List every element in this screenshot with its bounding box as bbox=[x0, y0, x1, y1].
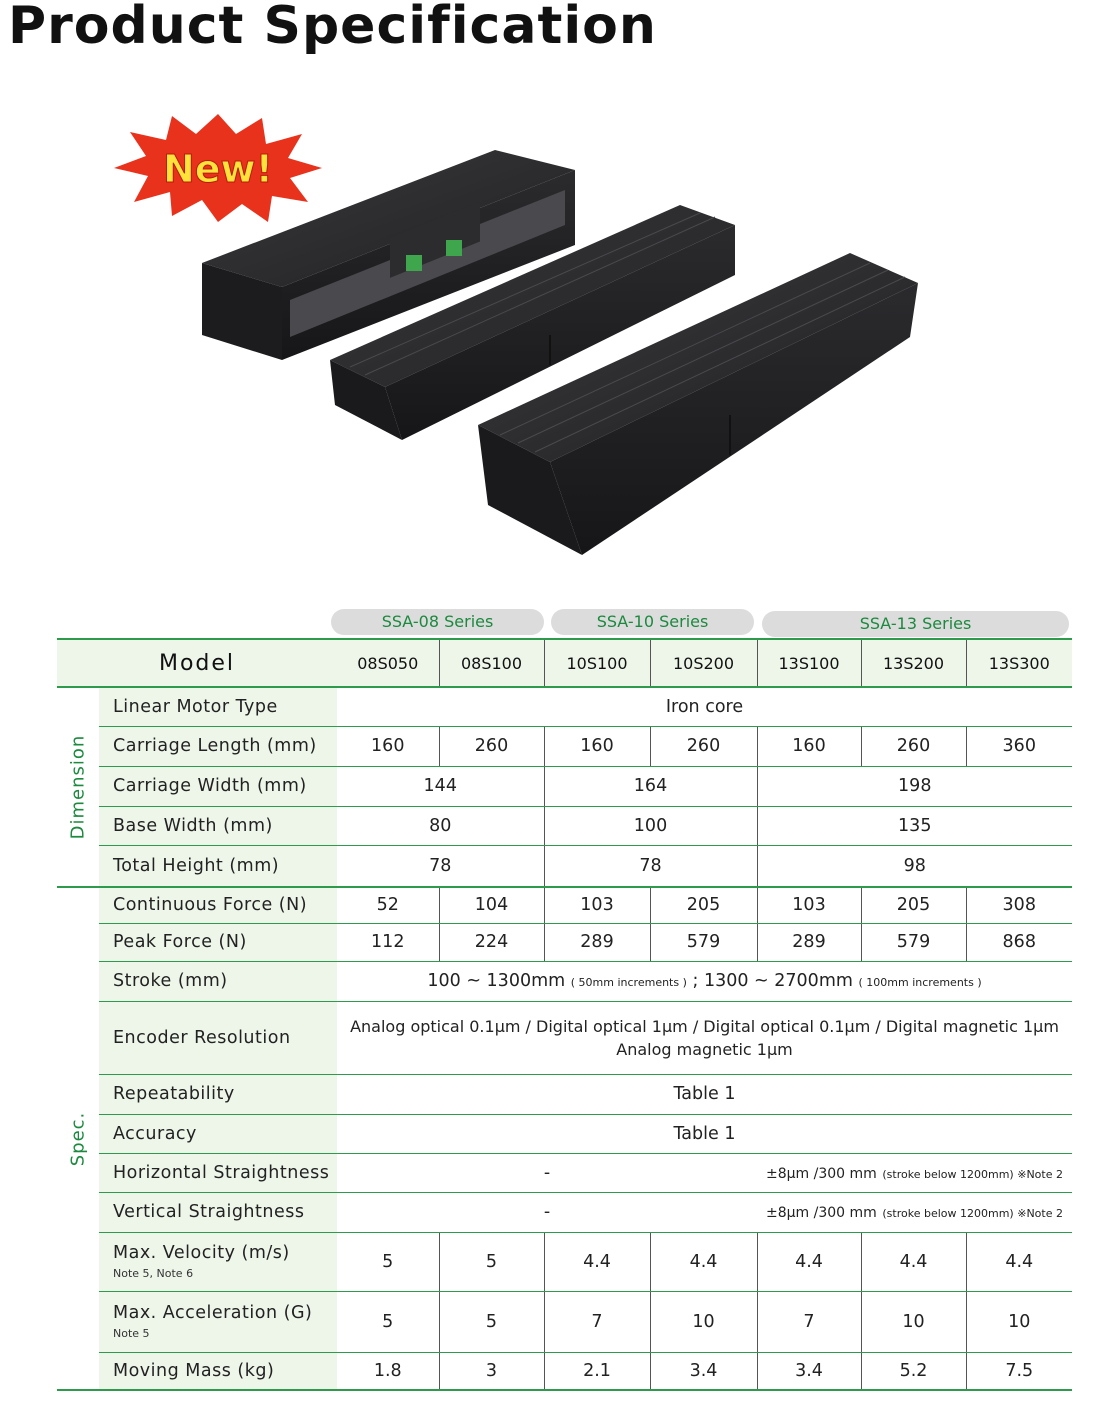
vertical-straightness-note: (stroke below 1200mm) ※Note 2 bbox=[882, 1207, 1063, 1220]
value-max-acceleration: 10 bbox=[650, 1291, 757, 1352]
row-carriage-length bbox=[57, 726, 1072, 766]
label-total-height: Total Height (mm) bbox=[99, 845, 337, 887]
model-header-row bbox=[57, 639, 1072, 687]
label-carriage-width: Carriage Width (mm) bbox=[99, 766, 337, 806]
row-accuracy bbox=[57, 1114, 1072, 1153]
value-moving-mass: 7.5 bbox=[966, 1352, 1072, 1390]
row-base-width bbox=[57, 806, 1072, 845]
value-max-acceleration: 10 bbox=[861, 1291, 966, 1352]
value-horizontal-straightness-08-10: - bbox=[337, 1153, 757, 1192]
value-continuous-force: 104 bbox=[439, 887, 544, 923]
model-13s200: 13S200 bbox=[861, 639, 966, 687]
model-08s050: 08S050 bbox=[337, 639, 439, 687]
horizontal-straightness-note: (stroke below 1200mm) ※Note 2 bbox=[882, 1167, 1063, 1181]
value-continuous-force: 308 bbox=[966, 887, 1072, 923]
model-13s100: 13S100 bbox=[757, 639, 861, 687]
value-base-width-13: 135 bbox=[757, 806, 1072, 845]
label-accuracy: Accuracy bbox=[99, 1114, 337, 1153]
label-encoder-resolution: Encoder Resolution bbox=[99, 1001, 337, 1074]
label-max-acceleration bbox=[99, 1291, 337, 1352]
max-acceleration-label-text: Max. Acceleration (G) bbox=[113, 1303, 313, 1323]
value-accuracy: Table 1 bbox=[337, 1114, 1072, 1153]
row-horizontal-straightness bbox=[57, 1153, 1072, 1192]
value-base-width-08: 80 bbox=[337, 806, 544, 845]
value-max-acceleration: 5 bbox=[439, 1291, 544, 1352]
value-base-width-10: 100 bbox=[544, 806, 757, 845]
encoder-line-2: Analog magnetic 1μm bbox=[616, 1039, 793, 1059]
value-carriage-length: 260 bbox=[439, 726, 544, 766]
value-total-height-13: 98 bbox=[757, 845, 1072, 887]
label-max-velocity bbox=[99, 1232, 337, 1291]
label-vertical-straightness: Vertical Straightness bbox=[99, 1192, 337, 1232]
stroke-range-2: 1300 ~ 2700mm bbox=[703, 971, 853, 991]
value-carriage-length: 160 bbox=[757, 726, 861, 766]
series-pill-ssa-08: SSA-08 Series bbox=[331, 609, 544, 635]
max-velocity-label-text: Max. Velocity (m/s) bbox=[113, 1243, 290, 1263]
value-continuous-force: 103 bbox=[757, 887, 861, 923]
value-peak-force: 579 bbox=[861, 923, 966, 961]
model-10s100: 10S100 bbox=[544, 639, 650, 687]
model-13s300: 13S300 bbox=[966, 639, 1072, 687]
value-max-acceleration: 7 bbox=[757, 1291, 861, 1352]
series-pill-ssa-13: SSA-13 Series bbox=[762, 611, 1069, 637]
row-stroke bbox=[57, 961, 1072, 1001]
row-max-velocity bbox=[57, 1232, 1072, 1291]
value-max-velocity: 4.4 bbox=[650, 1232, 757, 1291]
value-carriage-length: 160 bbox=[544, 726, 650, 766]
value-moving-mass: 5.2 bbox=[861, 1352, 966, 1390]
value-max-velocity: 4.4 bbox=[757, 1232, 861, 1291]
value-max-acceleration: 5 bbox=[337, 1291, 439, 1352]
value-carriage-width-13: 198 bbox=[757, 766, 1072, 806]
model-header-label: Model bbox=[57, 639, 337, 687]
value-moving-mass: 1.8 bbox=[337, 1352, 439, 1390]
model-08s100: 08S100 bbox=[439, 639, 544, 687]
new-burst-icon bbox=[112, 112, 324, 224]
max-acceleration-note: Note 5 bbox=[113, 1327, 150, 1340]
row-moving-mass bbox=[57, 1352, 1072, 1390]
value-peak-force: 868 bbox=[966, 923, 1072, 961]
page-title: Product Specification bbox=[8, 0, 657, 56]
value-continuous-force: 52 bbox=[337, 887, 439, 923]
row-carriage-width bbox=[57, 766, 1072, 806]
row-continuous-force bbox=[57, 887, 1072, 923]
value-peak-force: 579 bbox=[650, 923, 757, 961]
group-spec-label: Spec. bbox=[67, 1111, 89, 1166]
row-total-height bbox=[57, 845, 1072, 887]
row-max-acceleration bbox=[57, 1291, 1072, 1352]
horizontal-straightness-main: ±8μm /300 mm bbox=[766, 1165, 877, 1182]
value-encoder-resolution bbox=[337, 1001, 1072, 1074]
model-10s200: 10S200 bbox=[650, 639, 757, 687]
stroke-separator: ; bbox=[692, 971, 699, 991]
value-peak-force: 112 bbox=[337, 923, 439, 961]
row-encoder-resolution bbox=[57, 1001, 1072, 1074]
series-pill-ssa-10: SSA-10 Series bbox=[551, 609, 754, 635]
label-carriage-length: Carriage Length (mm) bbox=[99, 726, 337, 766]
value-horizontal-straightness-13 bbox=[757, 1153, 1072, 1192]
label-base-width: Base Width (mm) bbox=[99, 806, 337, 845]
value-peak-force: 224 bbox=[439, 923, 544, 961]
value-continuous-force: 103 bbox=[544, 887, 650, 923]
value-total-height-08: 78 bbox=[337, 845, 544, 887]
label-moving-mass: Moving Mass (kg) bbox=[99, 1352, 337, 1390]
value-max-velocity: 4.4 bbox=[966, 1232, 1072, 1291]
value-peak-force: 289 bbox=[544, 923, 650, 961]
value-carriage-width-10: 164 bbox=[544, 766, 757, 806]
value-carriage-width-08: 144 bbox=[337, 766, 544, 806]
value-peak-force: 289 bbox=[757, 923, 861, 961]
group-dimension-label: Dimension bbox=[67, 734, 89, 840]
row-vertical-straightness bbox=[57, 1192, 1072, 1232]
group-dimension bbox=[57, 687, 99, 887]
value-max-velocity: 5 bbox=[439, 1232, 544, 1291]
new-badge-text: New! bbox=[162, 147, 274, 191]
value-continuous-force: 205 bbox=[650, 887, 757, 923]
value-moving-mass: 3.4 bbox=[650, 1352, 757, 1390]
label-stroke: Stroke (mm) bbox=[99, 961, 337, 1001]
vertical-straightness-main: ±8μm /300 mm bbox=[766, 1205, 877, 1221]
value-moving-mass: 3.4 bbox=[757, 1352, 861, 1390]
value-total-height-10: 78 bbox=[544, 845, 757, 887]
label-continuous-force: Continuous Force (N) bbox=[99, 887, 337, 923]
stroke-increment-1: ( 50mm increments ) bbox=[570, 976, 687, 989]
encoder-line-1: Analog optical 0.1μm / Digital optical 1μm / Digital optical 0.1μm / Digital magnetic 1μm bbox=[350, 1016, 1059, 1036]
value-repeatability: Table 1 bbox=[337, 1074, 1072, 1114]
spec-table bbox=[57, 638, 1072, 1391]
label-repeatability: Repeatability bbox=[99, 1074, 337, 1114]
value-continuous-force: 205 bbox=[861, 887, 966, 923]
value-carriage-length: 260 bbox=[650, 726, 757, 766]
value-max-velocity: 5 bbox=[337, 1232, 439, 1291]
group-spec bbox=[57, 887, 99, 1390]
value-max-velocity: 4.4 bbox=[544, 1232, 650, 1291]
value-vertical-straightness-08-10: - bbox=[337, 1192, 757, 1232]
value-max-acceleration: 10 bbox=[966, 1291, 1072, 1352]
label-horizontal-straightness: Horizontal Straightness bbox=[99, 1153, 337, 1192]
value-moving-mass: 2.1 bbox=[544, 1352, 650, 1390]
label-peak-force: Peak Force (N) bbox=[99, 923, 337, 961]
value-stroke bbox=[337, 961, 1072, 1001]
value-carriage-length: 260 bbox=[861, 726, 966, 766]
stroke-range-1: 100 ~ 1300mm bbox=[427, 971, 566, 991]
value-max-acceleration: 7 bbox=[544, 1291, 650, 1352]
value-max-velocity: 4.4 bbox=[861, 1232, 966, 1291]
row-peak-force bbox=[57, 923, 1072, 961]
value-vertical-straightness-13 bbox=[757, 1192, 1072, 1232]
value-moving-mass: 3 bbox=[439, 1352, 544, 1390]
max-velocity-note: Note 5, Note 6 bbox=[113, 1267, 194, 1280]
stroke-increment-2: ( 100mm increments ) bbox=[858, 976, 982, 989]
label-linear-motor-type: Linear Motor Type bbox=[99, 687, 337, 726]
value-carriage-length: 160 bbox=[337, 726, 439, 766]
value-linear-motor-type: Iron core bbox=[337, 687, 1072, 726]
row-repeatability bbox=[57, 1074, 1072, 1114]
row-linear-motor-type bbox=[57, 687, 1072, 726]
value-carriage-length: 360 bbox=[966, 726, 1072, 766]
